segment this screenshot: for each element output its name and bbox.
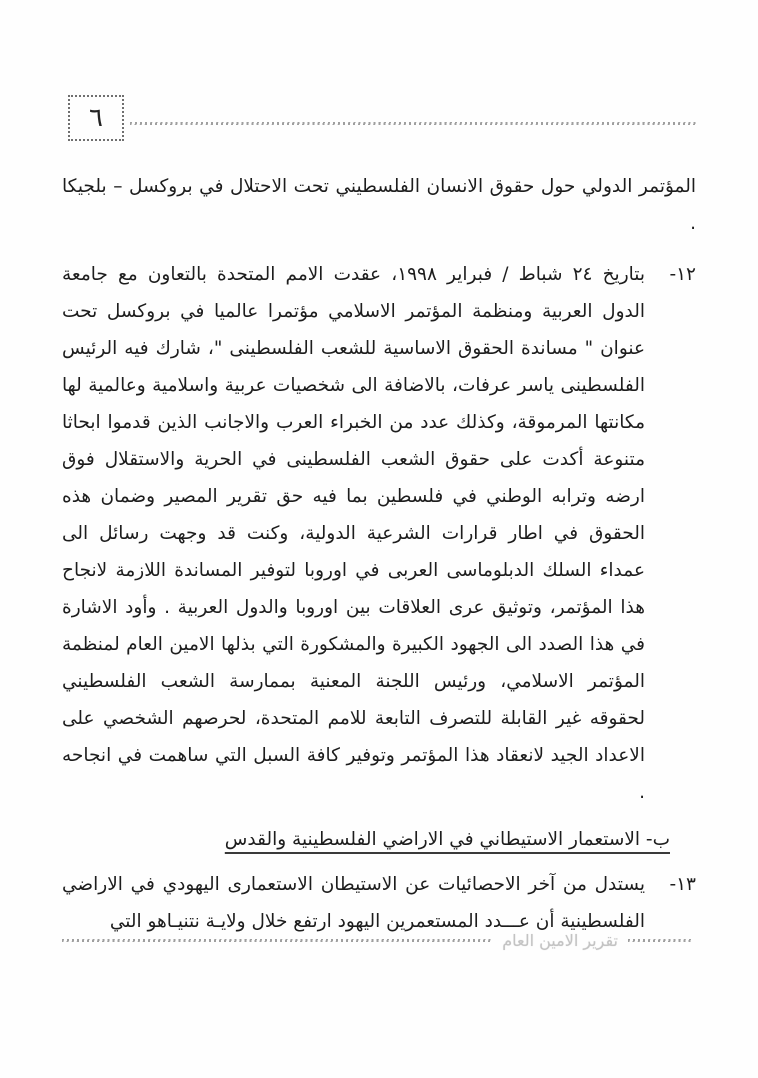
document-body — [62, 168, 696, 946]
item-12-marker: ١٢- — [669, 264, 696, 285]
intro-paragraph: المؤتمر الدولي حول حقوق الانسان الفلسطيني تحت الاحتلال في بروكسل – بلجيكا . — [62, 176, 696, 234]
section-b-heading: ب- الاستعمار الاستيطاني في الاراضي الفلسطينية والقدس — [224, 829, 670, 850]
header-dotted-rule — [130, 122, 696, 125]
footer-stamp: تقرير الامين العام — [502, 931, 618, 950]
item-12-text: بتاريخ ٢٤ شباط / فبراير ١٩٩٨، عقدت الامم المتحدة بالتعاون مع جامعة الدول العربية ومنظمة المؤتمر الاسلامي مؤتمرا عالميا في بروكسل تحت عنوان " مساندة الحقوق الاساسية للشعب الفلسطينى "، شارك فيه الرئيس الفلسطينى ياسر عرفات، بالاضافة الى شخصيات عربية واسلامية وعالمية لها مكانتها المرموقة، وكذلك عدد من الخبراء العرب والاجانب الذين قدموا ابحاثا متنوعة أكدت على حقوق الشعب الفلسطينى في الحرية والاستقلال فوق ارضه وترابه الوطني في فلسطين بما فيه حق تقرير المصير وضمان هذه الحقوق في اطار قرارات الشرعية الدولية، وكنت قد وجهت رسائل الى عمداء السلك الدبلوماسى العربى في اوروبا لتوفير المساندة اللازمة لانجاح هذا المؤتمر، وتوثيق عرى العلاقات بين اوروبا والدول العربية . وأود الاشارة في هذا الصدد الى الجهود الكبيرة والمشكورة التي بذلها الامين العام لمنظمة المؤتمر الاسلامي، ورئيس اللجنة المعنية بممارسة الشعب الفلسطيني لحقوقه غير القابلة للتصرف التابعة للامم المتحدة، لحرصهم الشخصي على الاعداد الجيد لانعقاد هذا المؤتمر وتوفير كافة السبل التي ساهمت في انجاحه . — [62, 264, 645, 803]
list-item-13 — [62, 866, 696, 940]
item-13-marker: ١٣- — [669, 874, 696, 895]
footer-dotted-rule-short — [628, 939, 692, 942]
page-footer — [62, 931, 692, 950]
page-number-box — [68, 95, 124, 141]
item-13-text: يستدل من آخر الاحصائيات عن الاستيطان الاستعمارى اليهودي في الاراضي الفلسطينية أن عـــدد المستعمرين اليهود ارتفع خلال ولايـة نتنيـاهو التي — [62, 874, 645, 932]
footer-dotted-rule — [62, 939, 492, 942]
page-number: ٦ — [89, 103, 103, 133]
list-item-12 — [62, 256, 696, 811]
